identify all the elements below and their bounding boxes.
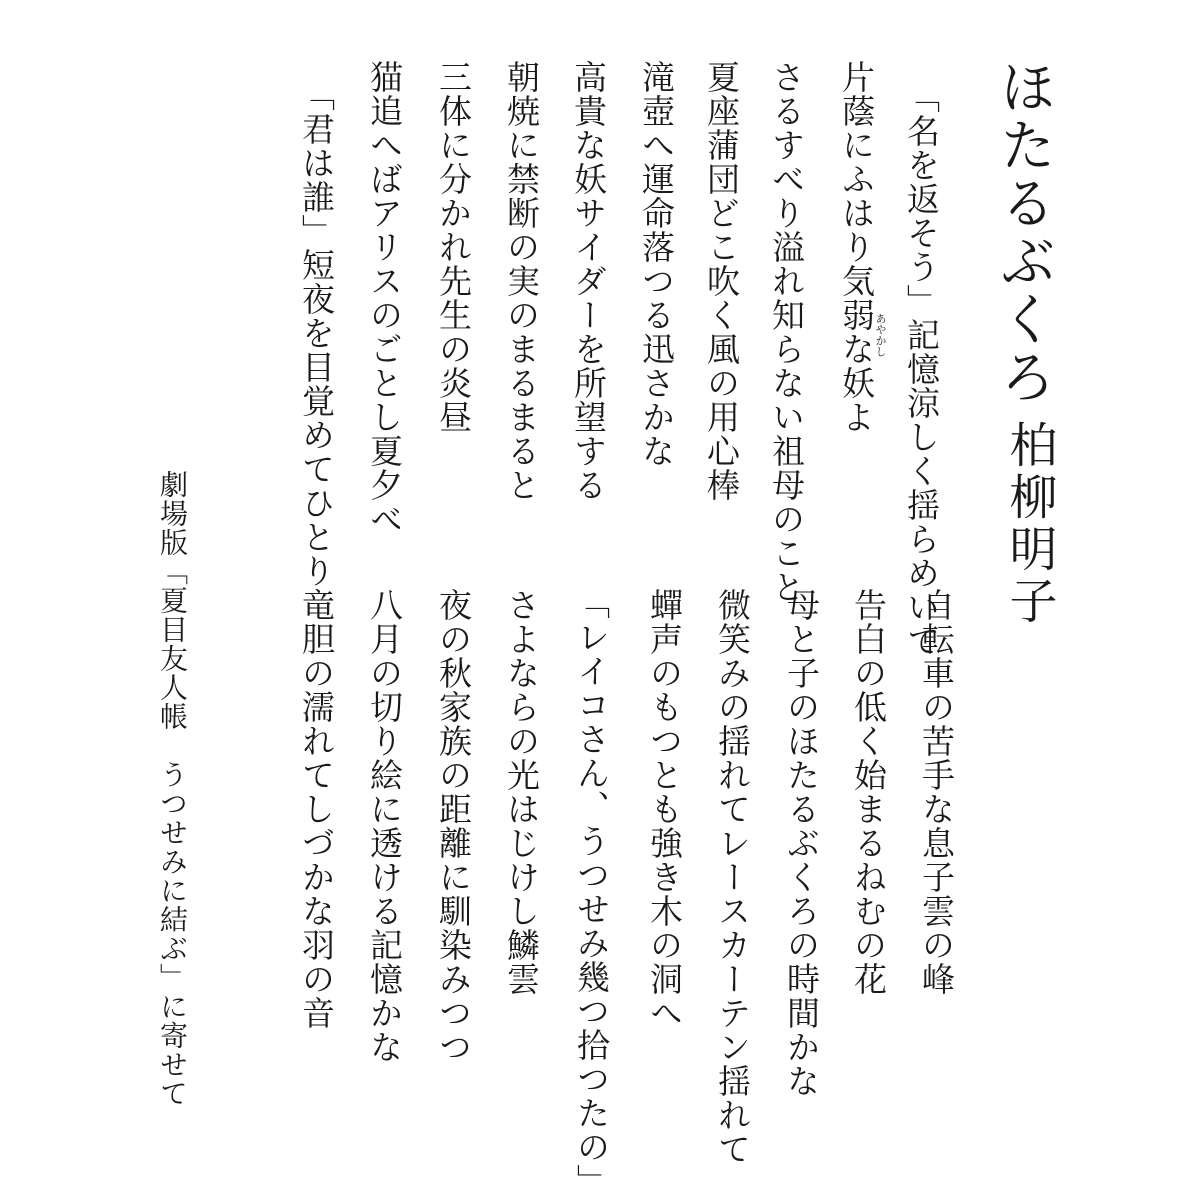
haiku-line-upper-9: 猫追へばアリスのごとし夏夕べ	[365, 60, 404, 536]
haiku-line-upper-5: 滝壺へ運命落つる迅さかな	[637, 60, 676, 468]
dedication-note: 劇場版「夏目友人帳 うつせみに結ぶ」に寄せて	[156, 470, 189, 1108]
haiku-line-upper-4: 夏座蒲団どこ吹く風の用心棒	[702, 60, 741, 502]
haiku-line-upper-1: 「名を返そう」記憶涼しく揺らめいて	[902, 80, 941, 658]
haiku-line-lower-2: 告白の低く始まるねむの花	[849, 588, 888, 996]
haiku-line-upper-3: さるすべり溢れ知らない祖母のこと	[767, 60, 806, 604]
poem-author: 柏柳明子	[1001, 420, 1057, 628]
haiku-line-upper-6: 高貴な妖サイダーを所望する	[569, 60, 608, 502]
haiku-line-upper-7: 朝焼に禁断の実のまるまると	[502, 60, 541, 502]
haiku-line-lower-1: 自転車の苦手な息子雲の峰	[917, 588, 956, 996]
haiku-line-upper-10: 「君は誰」短夜を目覚めてひとり	[297, 78, 336, 588]
haiku-line-lower-6: 「レイコさん、うつせみ幾つ拾つたの」	[572, 586, 611, 1198]
ruby-reading: あやかし	[874, 313, 887, 357]
poem-title: ほたるぶくろ	[991, 58, 1056, 406]
haiku-line-lower-9: 八月の切り絵に透ける記憶かな	[365, 588, 404, 1064]
haiku-line-lower-8: 夜の秋家族の距離に馴染みつつ	[434, 588, 473, 1064]
haiku-line-upper-2-text: 片蔭にふはり気弱な妖よ	[837, 60, 876, 434]
haiku-line-upper-8: 三体に分かれ先生の炎昼	[434, 60, 473, 434]
haiku-line-lower-3: 母と子のほたるぶくろの時間かな	[782, 588, 821, 1098]
haiku-line-upper-2	[837, 60, 876, 434]
haiku-line-lower-7: さよならの光はじけし鱗雲	[502, 588, 541, 996]
haiku-line-lower-10: 竜胆の濡れてしづかな羽の音	[297, 588, 336, 1030]
haiku-line-lower-4: 微笑みの揺れてレースカーテン揺れて	[713, 588, 752, 1166]
haiku-line-lower-5: 蟬声のもつとも強き木の洞へ	[645, 588, 684, 1030]
